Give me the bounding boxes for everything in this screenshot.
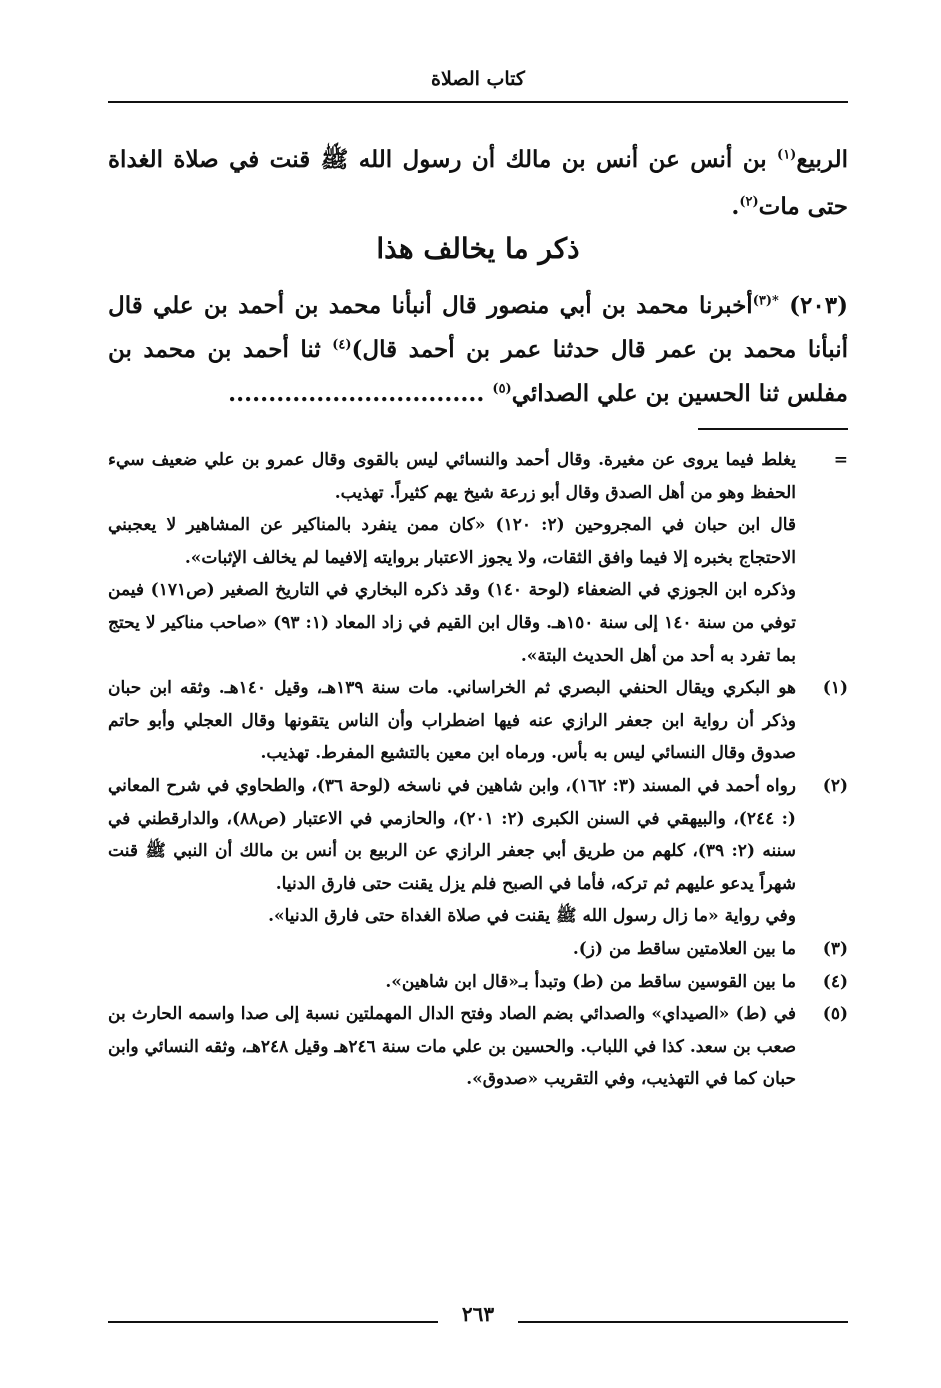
hadith-number: (٢٠٣) [789,292,848,319]
footnote-number: (٢) [822,775,848,796]
footnote-separator [698,428,848,430]
footnote-ref-3[interactable]: (٣) [752,293,772,309]
main-text-segment: بن أنس عن أنس بن مالك أن رسول الله ﷺ قنت في صلاة الغداة حتى مات [108,146,848,220]
footnote-text: رواه أحمد في المسند (٣: ١٦٢)، وابن شاهين في ناسخه (لوحة ٣٦)، والطحاوي في شرح المعاني (: ٢٤٤)، والبيهقي في السنن الكبرى (٢: ٢٠١)، والحازمي في الاعتبار (ص٨٨)، والدارقطني في سننه (٢: ٣٩)، كلهم من طريق أبي جعفر الرازي عن الربيع بن أنس بن مالك أن النبي ﷺ قنت شهراً يدعو عليهم ثم تركه، فأما في الصبح فلم يزل يقنت حتى فارق الدنيا. [108,775,796,894]
page-footer [108,1300,848,1340]
footnote-text: هو البكري ويقال الحنفي البصري ثم الخراساني. مات سنة ١٣٩هـ، وقيل ١٤٠هـ. وثقه ابن حبان وذكر أن رواية ابن جعفر الرازي عنه فيها اضطراب وأن الناس يتقونها وقال العجلي وأبو حاتم صدوق وقال النسائي ليس به بأس. ورماه ابن معين بالتشيع المفرط. تهذيب. [108,678,796,764]
footnote-text: في (ط) «الصيداي» والصدائي بضم الصاد وفتح الدال المهملتين نسبة إلى صدا واسمه الحارث بن صعب بن سعد. كذا في اللباب. والحسين بن علي مات سنة ٢٤٦هـ وقيل ٢٤٨هـ، وثقه النسائي وابن حبان كما في التهذيب، وفي التقريب «صدوق». [108,1004,797,1090]
running-header: كتاب الصلاة [431,68,525,90]
footer-rule-left [108,1321,438,1323]
hadith-text: ثنا أحمد بن محمد بن مفلس ثنا الحسين بن علي الصدائي [108,336,848,407]
ellipsis-dots: ................................ [228,380,493,407]
hadith-paragraph [108,284,848,416]
footnote-item [108,933,848,966]
footnote-text: وفي رواية «ما زال رسول الله ﷺ يقنت في صلاة الغداة حتى فارق الدنيا». [268,906,796,927]
footnote-number: (١) [822,678,848,699]
footnote-marker: = [833,450,848,470]
footnote-item [108,966,848,999]
footnote-number: (٤) [822,971,848,992]
page-number: ٢٦٣ [461,1302,495,1326]
footnote-number: (٣) [822,938,848,959]
hadith-block [108,284,848,416]
footnote-text: ما بين القوسين ساقط من (ط) وتبدأ بـ«قال ابن شاهين». [385,971,796,992]
footnotes [108,444,848,1096]
footnote-paragraph: يغلط فيما يروى عن مغيرة. وقال أحمد والنسائي ليس بالقوى وقال عمرو بن علي ضعيف سيء الحفظ وهو من أهل الصدق وقال أبو زرعة شيخ يهم كثيراً. تهذيب. [108,450,796,503]
hadith-text: أخبرنا محمد بن أبي منصور قال أنبأنا محمد بن أحمد بن علي قال أنبأنا محمد بن عمر قال حدثنا عمر بن أحمد قال) [108,292,848,363]
section-title: ذكر ما يخالف هذا [376,232,580,265]
footnote-number: (٥) [822,1004,848,1025]
header-rule [108,101,848,103]
footnote-paragraph: قال ابن حبان في المجروحين (٢: ١٢٠) «كان ممن ينفرد بالمناكير عن المشاهير لا يعجبني الاحتجاج بخبره إلا فيما وافق الثقات، ولا يجوز الاعتبار بروايته إلافيما لم يخالف الإثبات». [108,515,796,568]
footnote-item [108,770,848,933]
footnote-item [108,998,848,1096]
footnote-ref-1[interactable]: (١) [777,147,797,163]
footnote-item [108,672,848,770]
main-text-continuation [108,136,848,230]
footnote-ref-4[interactable]: (٤) [332,337,352,353]
main-text-segment: الربيع [796,146,848,173]
main-paragraph [108,136,848,230]
main-text-segment: . [731,193,740,220]
footnote-paragraph: وذكره ابن الجوزي في الضعفاء (لوحة ١٤٠) وقد ذكره البخاري في التاريخ الصغير (ص١٧١) فيمن توفي من سنة ١٤٠ إلى سنة ١٥٠هـ. وقال ابن القيم في زاد المعاد (١: ٩٣) «صاحب مناكير لا يحتج بما تفرد به أحد من أهل الحديث البتة». [108,580,797,666]
footer-rule-right [518,1321,848,1323]
footnote-ref-5[interactable]: (٥) [492,381,512,397]
footnote-continuation [108,444,848,672]
footnote-ref-2[interactable]: (٢) [739,194,759,210]
footnote-text: ما بين العلامتين ساقط من (ز). [572,938,796,959]
hadith-star: * [772,293,779,309]
